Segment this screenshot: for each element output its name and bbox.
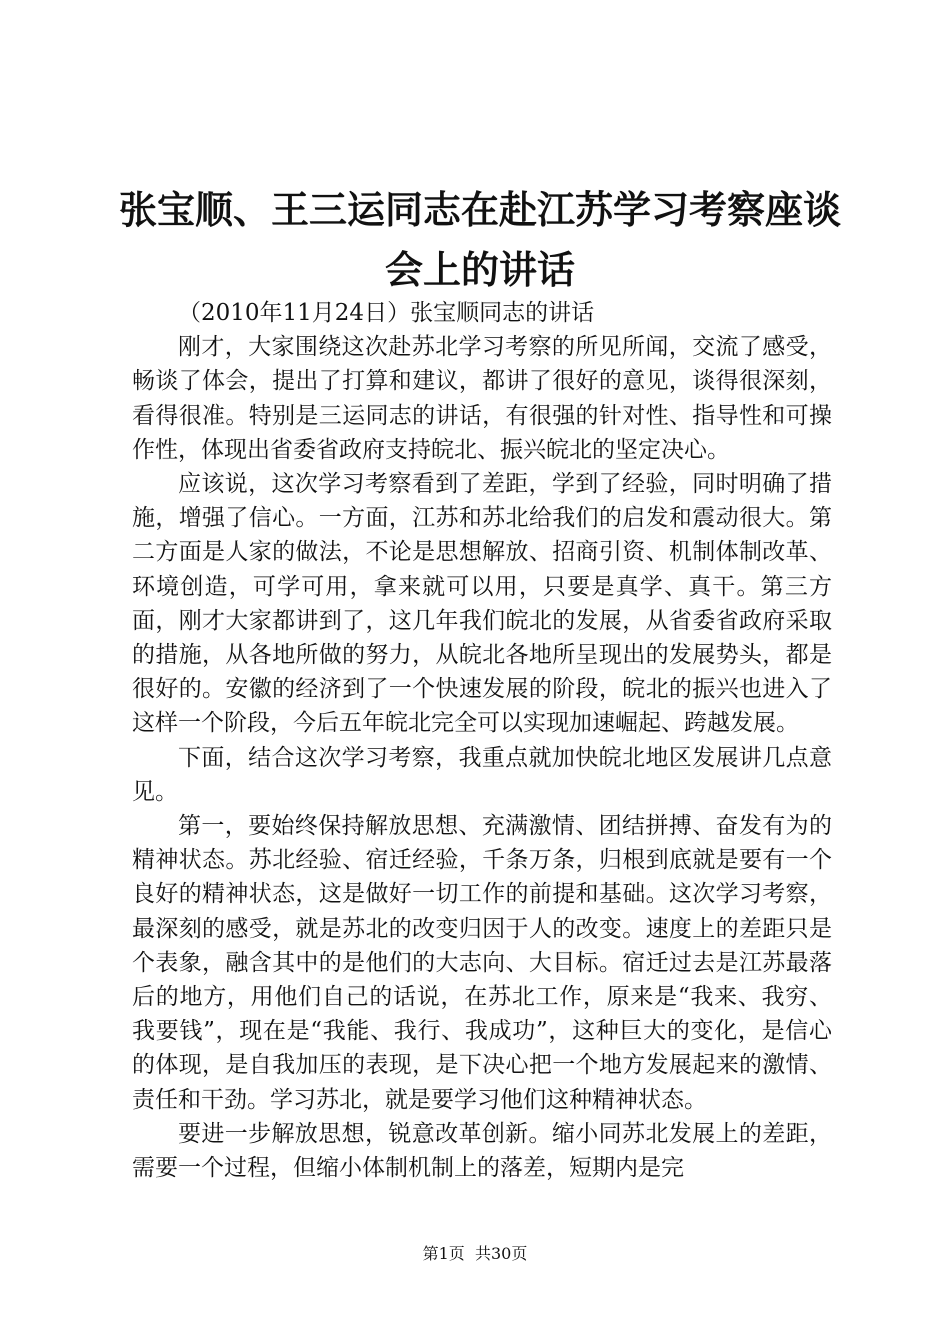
page-total: 共30页 (474, 1244, 528, 1263)
document-body (132, 296, 832, 1185)
document-title: 张宝顺、王三运同志在赴江苏学习考察座谈会上的讲话 (118, 188, 841, 292)
paragraph: 下面，结合这次学习考察，我重点就加快皖北地区发展讲几点意见。 (132, 744, 832, 805)
paragraph: 第一，要始终保持解放思想、充满激情、团结拼搏、奋发有为的精神状态。苏北经验、宿迁经验，千条万条，归根到底就是要有一个良好的精神状态，这是做好一切工作的前提和基础。这次学习考察，最深刻的感受，就是苏北的改变归因于人的改变。速度上的差距只是个表象，融含其中的是他们的大志向、大目标。宿迁过去是江苏最落后的地方，用他们自己的话说，在苏北工作，原来是“我来、我穷、我要钱”，现在是“我能、我行、我成功”，这种巨大的变化，是信心的体现，是自我加压的表现，是下决心把一个地方发展起来的激情、责任和干劲。学习苏北，就是要学习他们这种精神状态。 (132, 813, 832, 1113)
paragraph: 刚才，大家围绕这次赴苏北学习考察的所见所闻，交流了感受，畅谈了体会，提出了打算和建议，都讲了很好的意见，谈得很深刻，看得很准。特别是三运同志的讲话，有很强的针对性、指导性和可操作性，体现出省委省政府支持皖北、振兴皖北的坚定决心。 (132, 334, 832, 463)
paragraph: 应该说，这次学习考察看到了差距，学到了经验，同时明确了措施，增强了信心。一方面，江苏和苏北给我们的启发和震动很大。第二方面是人家的做法，不论是思想解放、招商引资、机制体制改革、环境创造，可学可用，拿来就可以用，只要是真学、真干。第三方面，刚才大家都讲到了，这几年我们皖北的发展，从省委省政府采取的措施，从各地所做的努力，从皖北各地所呈现出的发展势头，都是很好的。安徽的经济到了一个快速发展的阶段，皖北的振兴也进入了这样一个阶段，今后五年皖北完全可以实现加速崛起、跨越发展。 (132, 471, 832, 737)
page-footer (0, 1243, 950, 1265)
paragraph-date-speaker: （2010年11月24日）张宝顺同志的讲话 (178, 300, 595, 326)
paragraph: 要进一步解放思想，锐意改革创新。缩小同苏北发展上的差距，需要一个过程，但缩小体制机制上的落差，短期内是完 (132, 1120, 832, 1182)
page-number: 第1页 (422, 1244, 465, 1263)
